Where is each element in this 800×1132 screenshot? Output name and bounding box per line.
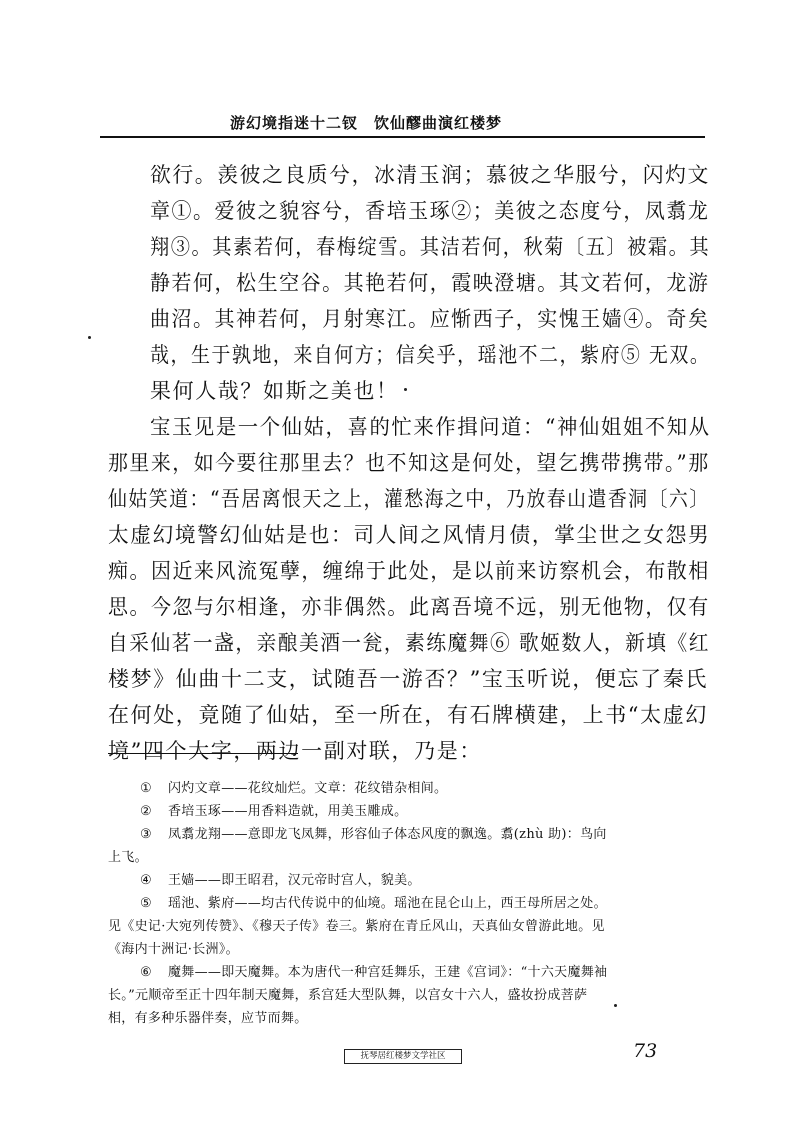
header-rule <box>100 136 705 138</box>
footnote <box>140 826 607 844</box>
body-line: 在何处，竟随了仙姑，至一所在，有石牌横建，上书“太虚幻 <box>108 703 708 727</box>
footnote-text: 魔舞——即天魔舞。本为唐代一种宫廷舞乐，王建《宫词》：“十六天魔舞袖 <box>168 965 608 980</box>
footnote <box>140 964 607 982</box>
footnote <box>140 872 421 890</box>
body-line: 宝玉见是一个仙姑，喜的忙来作揖问道：“神仙姐姐不知从 <box>150 415 711 439</box>
footnote-continuation: 长。”元顺帝至正十四年制天魔舞，系宫廷大型队舞，以宫女十六人，盛妆扮成菩萨 <box>108 988 588 1003</box>
footnote-continuation: 《海内十洲记·长洲》。 <box>108 942 239 957</box>
body-line: 境”四个大字，两边一副对联，乃是： <box>108 739 482 763</box>
watermark-stamp: 抚琴居红楼梦文学社区 <box>344 1049 462 1064</box>
running-header: 游幻境指迷十二钗 饮仙醪曲演红楼梦 <box>230 114 503 132</box>
body-line: 仙姑笑道：“吾居离恨天之上，灌愁海之中，乃放春山遣香洞〔六〕 <box>108 487 710 511</box>
body-line: 章①。爱彼之貌容兮，香培玉琢②；美彼之态度兮，凤翥龙 <box>150 199 710 223</box>
body-line: 楼梦》仙曲十二支，试随吾一游否？”宝玉听说，便忘了秦氏 <box>108 667 708 691</box>
footnote-number: ③ <box>140 827 152 842</box>
body-line: 那里来，如今要往那里去？也不知这是何处，望乞携带携带。”那 <box>108 451 710 475</box>
body-line: 思。今忽与尔相逢，亦非偶然。此离吾境不远，别无他物，仅有 <box>108 595 710 619</box>
body-line: 果何人哉？如斯之美也！ <box>150 379 399 403</box>
body-line: 欲行。羡彼之良质兮，冰清玉润；慕彼之华服兮，闪灼文 <box>150 163 710 187</box>
footnote-number: ② <box>140 804 152 819</box>
scan-speck <box>614 1004 617 1007</box>
footnote-continuation: 上飞。 <box>108 850 148 865</box>
scan-speck <box>88 336 91 339</box>
footnote <box>140 803 407 821</box>
footnote-text: 凤翥龙翔——意即龙飞凤舞，形容仙子体态风度的飘逸。翥(zhù 助)：鸟向 <box>168 827 607 842</box>
body-line: 翔③。其素若何，春梅绽雪。其洁若何，秋菊〔五〕被霜。其 <box>150 235 711 259</box>
footnote-continuation: 相，有多种乐器伴奏，应节而舞。 <box>108 1011 308 1026</box>
body-line: 曲沼。其神若何，月射寒江。应惭西子，实愧王嫱④。奇矣 <box>150 307 710 331</box>
footnote <box>140 780 447 798</box>
footnote-number: ④ <box>140 873 152 888</box>
body-line: 痴。因近来风流冤孽，缠绵于此处，是以前来访察机会，布散相 <box>108 559 710 583</box>
footnote <box>140 895 607 913</box>
footnote-text: 闪灼文章——花纹灿烂。文章：花纹错杂相间。 <box>168 781 448 796</box>
body-line: 哉，生于孰地，来自何方；信矣乎，瑶池不二，紫府⑤ 无双。 <box>150 343 711 367</box>
footnote-text: 王嫱——即王昭君，汉元帝时宫人，貌美。 <box>168 873 421 888</box>
body-line: 自采仙茗一盏，亲酿美酒一瓮，素练魔舞⑥ 歌姬数人，新填《红 <box>108 631 710 655</box>
body-line: 静若何，松生空谷。其艳若何，霞映澄塘。其文若何，龙游 <box>150 271 710 295</box>
scan-speck <box>404 388 407 391</box>
footnote-text: 瑶池、紫府——均古代传说中的仙境。瑶池在昆仑山上，西王母所居之处。 <box>168 896 607 911</box>
footnote-number: ⑥ <box>140 965 152 980</box>
page-number: 73 <box>633 1040 658 1062</box>
footnote-continuation: 见《史记·大宛列传赞》、《穆天子传》卷三。紫府在青丘风山，天真仙女曾游此地。见 <box>108 919 605 934</box>
footnote-rule <box>108 753 298 754</box>
footnote-number: ① <box>140 781 152 796</box>
footnote-text: 香培玉琢——用香料造就，用美玉雕成。 <box>168 804 408 819</box>
footnote-number: ⑤ <box>140 896 152 911</box>
body-line: 太虚幻境警幻仙姑是也：司人间之风情月债，掌尘世之女怨男 <box>108 523 711 547</box>
